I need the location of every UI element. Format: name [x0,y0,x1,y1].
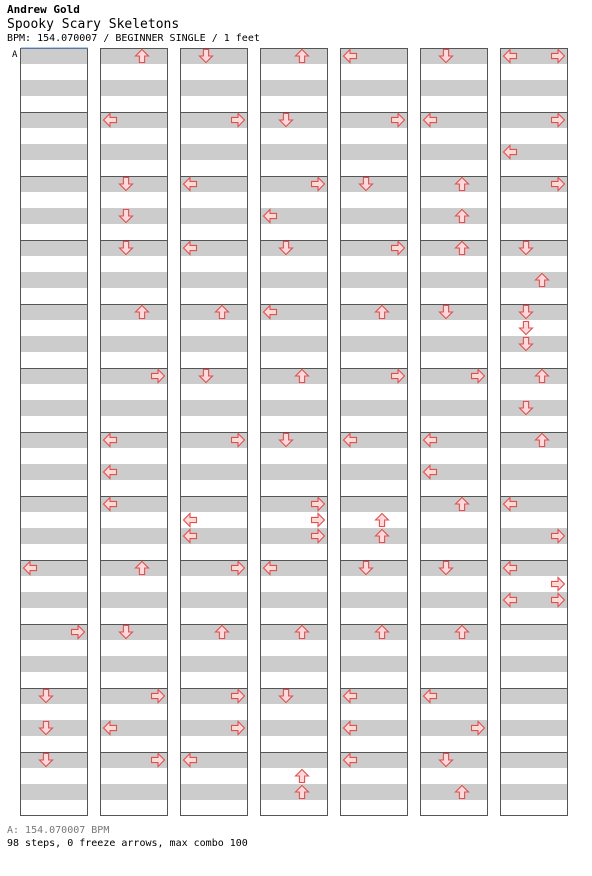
beat-band [100,240,168,256]
beat-band [20,464,88,480]
beat-band [260,784,328,800]
beat-band [340,784,408,800]
beat-band [260,368,328,384]
beat-band [100,400,168,416]
beat-band [420,304,488,320]
beat-band [420,80,488,96]
beat-band [180,48,248,64]
beat-band [420,400,488,416]
chart-column [260,48,328,816]
beat-band [260,80,328,96]
arrow-up-icon [376,514,389,527]
beat-band [100,528,168,544]
beat-band [20,48,88,64]
beat-band [340,304,408,320]
beat-band [100,144,168,160]
beat-band [260,656,328,672]
beat-band [500,784,568,800]
chart-footer [7,824,248,850]
beat-band [20,656,88,672]
beat-band [260,592,328,608]
beat-band [20,112,88,128]
beat-band [20,400,88,416]
beat-band [100,272,168,288]
beat-band [100,624,168,640]
beat-band [20,240,88,256]
beat-band [260,48,328,64]
beat-band [260,240,328,256]
beat-band [180,656,248,672]
beat-band [260,336,328,352]
chart-column [500,48,568,816]
beat-band [20,496,88,512]
beat-band [420,784,488,800]
chart-column [20,48,88,816]
beat-band [100,208,168,224]
beat-band [420,336,488,352]
beat-band [100,560,168,576]
beat-band [260,752,328,768]
beat-band [100,176,168,192]
beat-band [500,432,568,448]
beat-band [20,80,88,96]
arrow-right-icon [312,514,325,527]
beat-band [20,304,88,320]
beat-band [20,528,88,544]
step-stats: 98 steps, 0 freeze arrows, max combo 100 [7,838,248,849]
beat-band [180,368,248,384]
beat-band [180,592,248,608]
beat-band [340,592,408,608]
beat-band [100,336,168,352]
beat-band [260,432,328,448]
beat-band [420,752,488,768]
song-title: Spooky Scary Skeletons [7,17,180,32]
beat-band [100,656,168,672]
beat-band [340,336,408,352]
arrow-right-icon [552,578,565,591]
beat-band [100,48,168,64]
beat-band [260,624,328,640]
beat-band [260,144,328,160]
beat-band [260,720,328,736]
beat-band [340,528,408,544]
beat-band [500,688,568,704]
beat-band [340,176,408,192]
beat-band [20,752,88,768]
beat-band [420,528,488,544]
beat-band [420,560,488,576]
beat-band [340,400,408,416]
beat-band [260,112,328,128]
beat-band [340,624,408,640]
beat-band [340,656,408,672]
beat-band [20,432,88,448]
beat-band [340,144,408,160]
chart-grid [20,48,568,816]
beat-band [500,400,568,416]
bpm-summary: A: 154.070007 BPM [7,825,110,836]
beat-band [260,688,328,704]
beat-band [180,144,248,160]
beat-band [340,208,408,224]
notes-layer [24,50,565,799]
beat-band [20,272,88,288]
beat-band [420,656,488,672]
beat-band [20,368,88,384]
beat-band [260,272,328,288]
beat-band [20,688,88,704]
beat-band [500,80,568,96]
beat-band [420,208,488,224]
beat-band [340,560,408,576]
beat-band [180,496,248,512]
beat-band [180,208,248,224]
beat-band [180,272,248,288]
beat-band [20,336,88,352]
beat-band [20,176,88,192]
beat-band [180,784,248,800]
beat-band [500,624,568,640]
artist-name: Andrew Gold [7,3,80,16]
beat-band [100,592,168,608]
arrow-up-icon [296,770,309,783]
arrow-left-icon [184,514,197,527]
beat-band [340,80,408,96]
beat-band [500,240,568,256]
beat-band [500,368,568,384]
beat-band [500,208,568,224]
beat-band [500,656,568,672]
chart-info: BPM: 154.070007 / BEGINNER SINGLE / 1 feet [7,33,260,44]
beat-band [420,240,488,256]
beat-band [340,464,408,480]
beat-band [20,592,88,608]
beat-band [100,80,168,96]
beat-band [420,144,488,160]
beat-band [180,464,248,480]
beat-band [340,496,408,512]
beat-band [420,272,488,288]
beat-band [20,208,88,224]
beat-band [180,80,248,96]
beat-band [500,752,568,768]
bpm-marker-label: A [12,50,18,60]
beat-band [420,176,488,192]
beat-band [100,784,168,800]
beat-band [180,304,248,320]
beat-band [500,720,568,736]
beat-band [340,272,408,288]
beat-band [180,400,248,416]
beat-band [260,464,328,480]
beat-band [100,304,168,320]
beat-band [260,400,328,416]
beat-band [500,336,568,352]
beat-band [500,304,568,320]
arrow-down-icon [520,322,533,335]
beat-band [180,624,248,640]
beat-band [20,144,88,160]
beat-band [420,496,488,512]
beat-band [500,272,568,288]
beat-band [420,624,488,640]
beat-band [180,336,248,352]
beat-band [420,592,488,608]
beat-band [20,720,88,736]
beat-band [420,48,488,64]
beat-band [20,784,88,800]
beat-band [500,464,568,480]
